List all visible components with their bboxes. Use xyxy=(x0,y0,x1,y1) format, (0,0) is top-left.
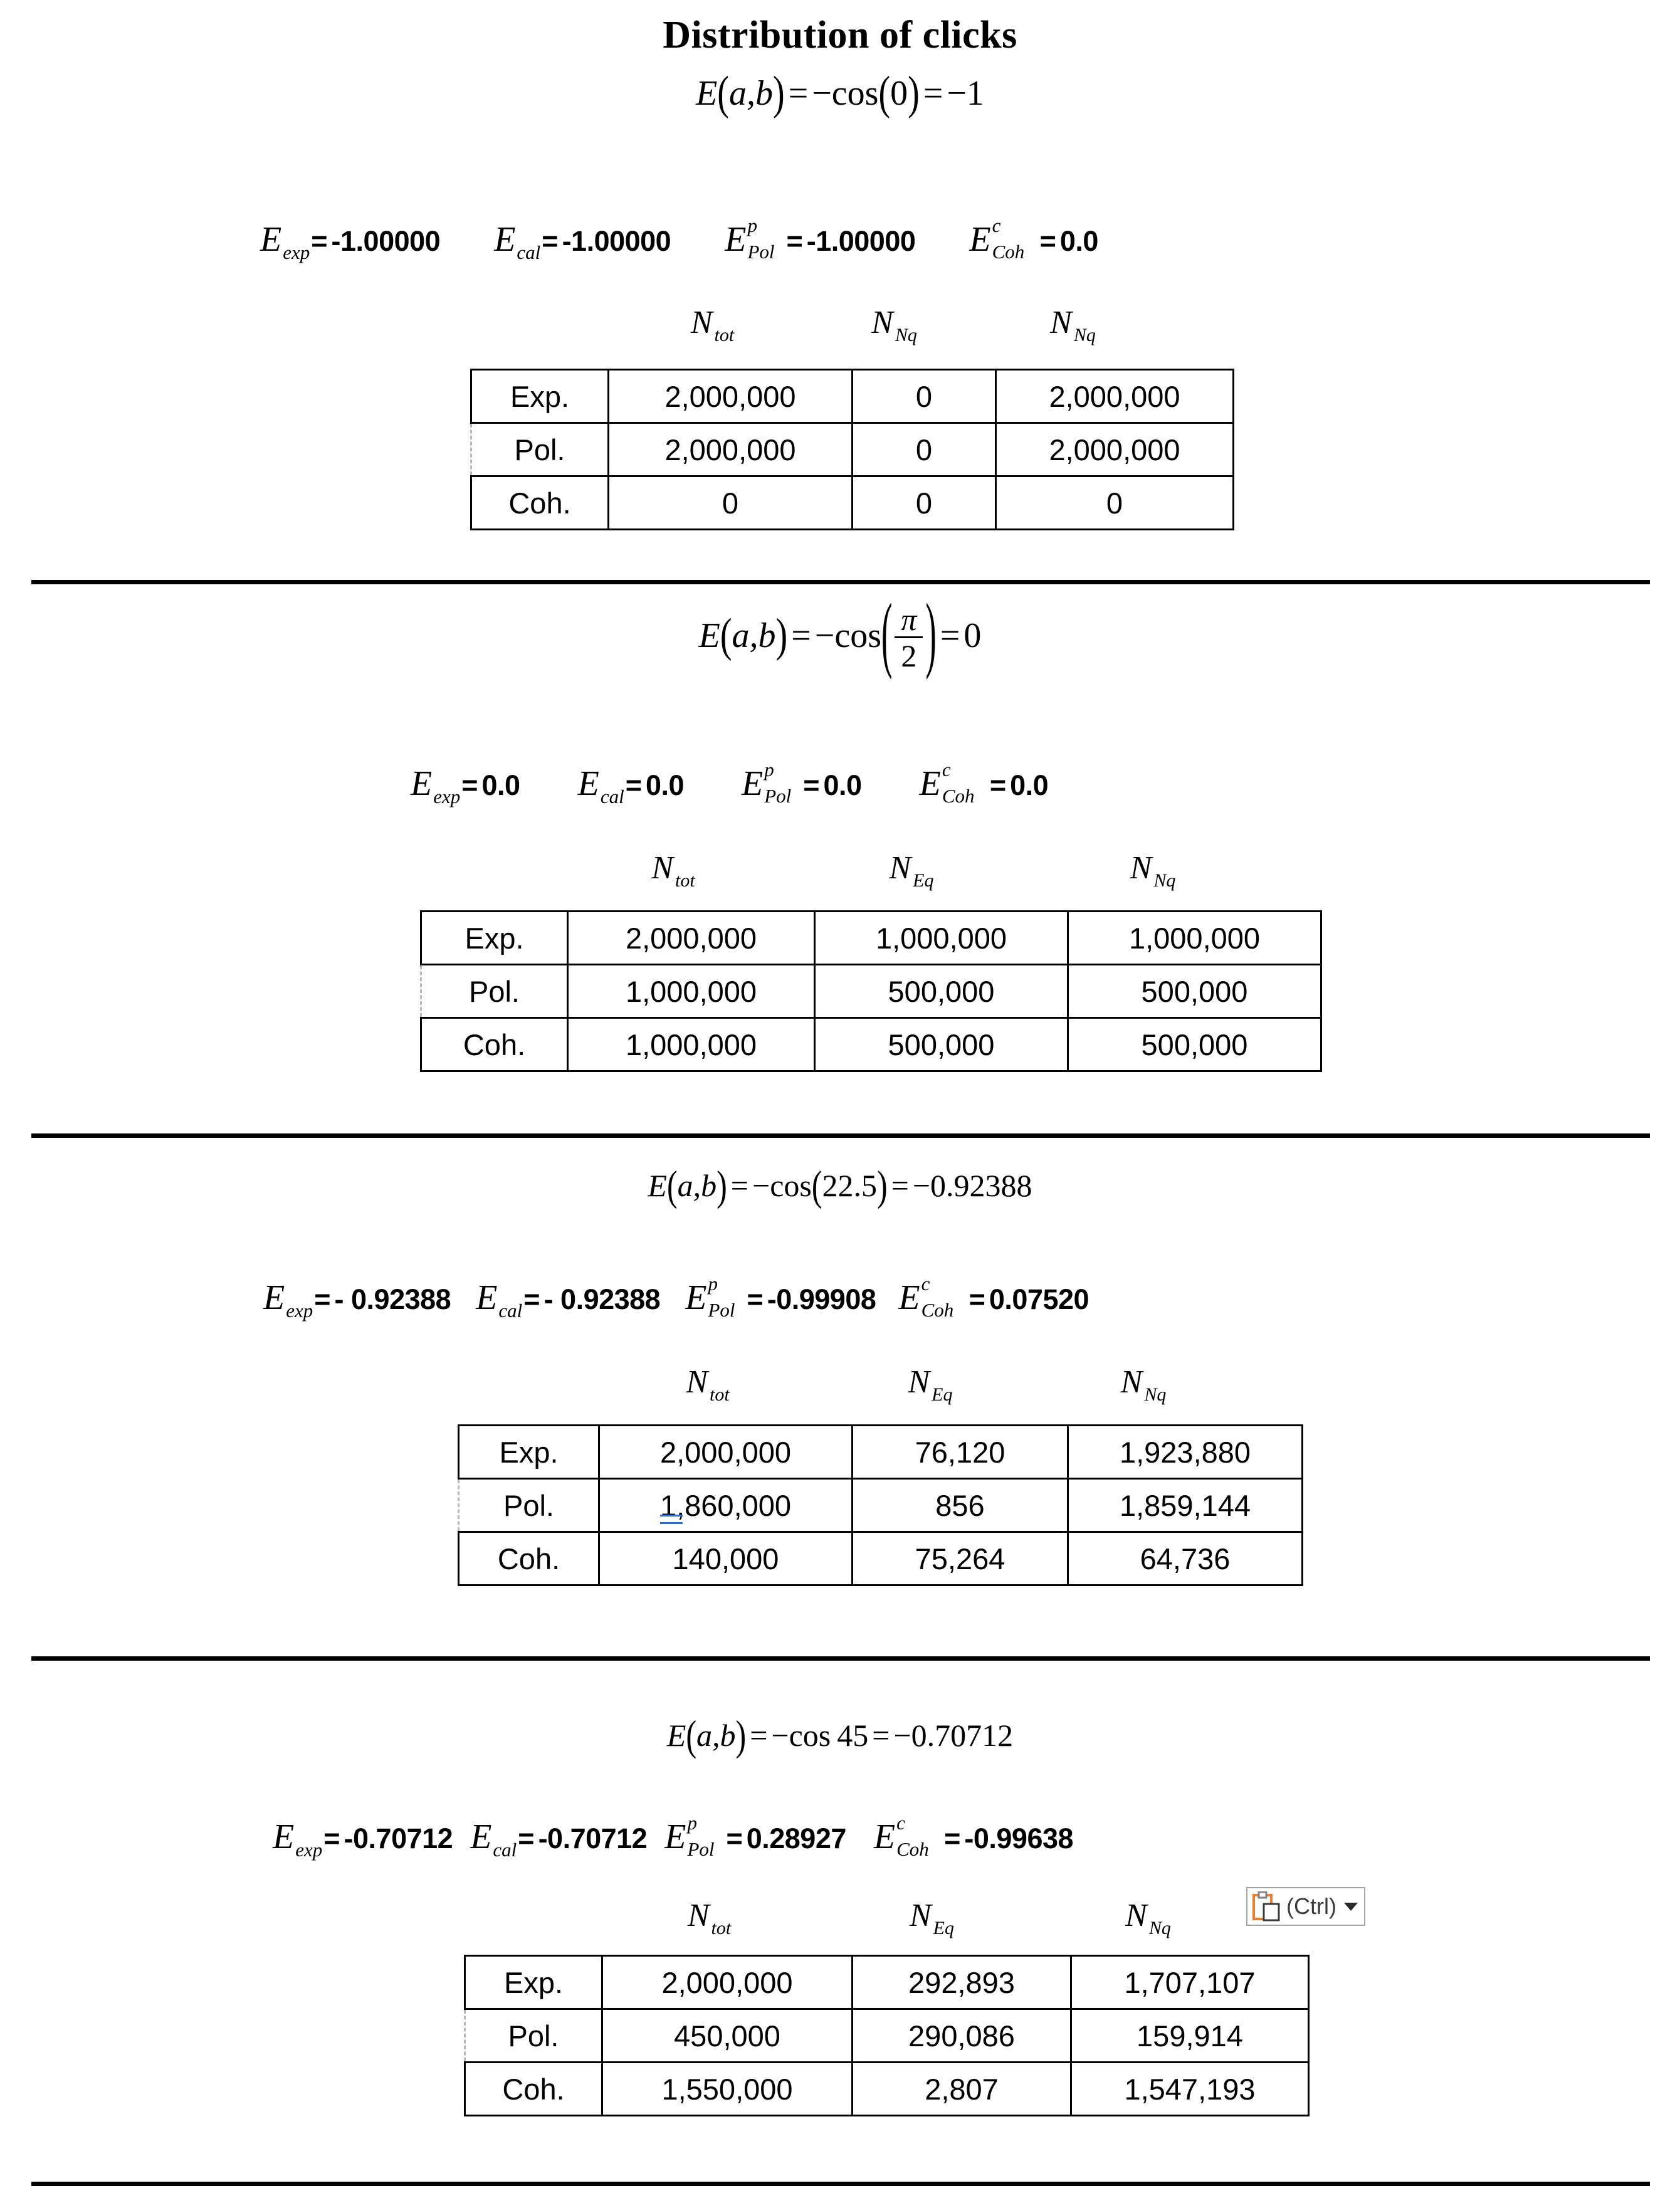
cell-tot: 1,550,000 xyxy=(602,2063,853,2116)
cell-tot: 450,000 xyxy=(602,2009,853,2063)
eval-superscript: p xyxy=(747,214,757,236)
eval-superscript: p xyxy=(764,759,774,781)
formula-eq1: = xyxy=(730,1168,748,1203)
formula-E: E xyxy=(698,616,720,655)
eval-equals: = xyxy=(989,769,1007,801)
header-n-nq-1: N $_{Nq}$ xyxy=(871,305,917,345)
header-n-eq: N $_{Eq}$ xyxy=(908,1364,953,1405)
eval-equals: = xyxy=(944,1822,961,1854)
clicks-table-0 xyxy=(470,369,1234,530)
eval-superscript: p xyxy=(687,1812,697,1834)
eval-equals: = xyxy=(542,225,559,257)
cell-nq: 2,000,000 xyxy=(996,370,1234,423)
clipboard-paste-icon xyxy=(1252,1891,1281,1921)
eval-equals: = xyxy=(1039,225,1056,257)
row-label: Exp. xyxy=(459,1426,599,1479)
grammar-flagged-value xyxy=(659,1488,792,1522)
eval-equals: = xyxy=(786,225,803,257)
cell-tot: 140,000 xyxy=(599,1532,853,1585)
row-label: Coh. xyxy=(471,476,609,530)
formula-arg: 45 xyxy=(837,1718,869,1753)
eval-value: 0.0 xyxy=(481,769,520,801)
section-2-formula: E(a,b) = −cos(22.5) = −0.92388 xyxy=(648,1162,1032,1209)
formula-arg: 0 xyxy=(890,74,908,113)
table-row xyxy=(465,2063,1309,2116)
section-1-formula: E(a,b) = −cos( $\frac{\pi}{2}$ ) = 0 xyxy=(698,587,982,681)
eval-subscript: Coh xyxy=(942,785,975,807)
cell-nq: 0 xyxy=(996,476,1234,530)
cell-tot: 2,000,000 xyxy=(609,423,853,476)
table-row xyxy=(459,1479,1303,1532)
section-separator-0 xyxy=(31,580,1650,584)
cell-tot: 2,000,000 xyxy=(602,1956,853,2009)
formula-args: a,b xyxy=(677,1168,717,1203)
section-3-table-headers xyxy=(464,1897,1260,1938)
eval-subscript: exp xyxy=(433,786,461,807)
section-3-eval-row xyxy=(273,1812,1074,1861)
eval-symbol: E xyxy=(494,220,516,259)
row-label: Pol. xyxy=(465,2009,602,2063)
cell-eq: 0 xyxy=(853,370,996,423)
formula-result: −0.70712 xyxy=(893,1718,1014,1753)
header-n-eq: N $_{Eq}$ xyxy=(909,1898,954,1938)
eval-equals: = xyxy=(969,1283,985,1315)
cell-eq: 0 xyxy=(853,423,996,476)
eval-subscript: Coh xyxy=(992,241,1025,263)
cell-tot: 0 xyxy=(609,476,853,530)
formula-E: E xyxy=(666,1718,686,1753)
section-1-eval-row xyxy=(411,759,1049,807)
table-row xyxy=(421,912,1321,965)
formula-cos: cos xyxy=(789,1718,831,1753)
paste-options-label: (Ctrl) xyxy=(1286,1893,1336,1919)
eval-symbol: E xyxy=(969,220,991,259)
header-n-tot: N $_{tot}$ xyxy=(690,305,735,345)
header-n-tot: N $_{tot}$ xyxy=(686,1364,730,1405)
eval-symbol: E xyxy=(664,1817,686,1856)
eval-cal xyxy=(494,219,671,263)
formula-eq2: = xyxy=(891,1168,909,1203)
clicks-table-2 xyxy=(458,1424,1303,1586)
formula-args: a,b xyxy=(732,616,776,655)
eval-symbol: E xyxy=(725,220,747,259)
cell-tot xyxy=(599,1479,853,1532)
header-n-nq: N $_{Nq}$ xyxy=(1125,1898,1171,1938)
eval-subscript: exp xyxy=(286,1300,313,1322)
eval-value: -0.70712 xyxy=(538,1822,648,1854)
cell-nq: 500,000 xyxy=(1068,1018,1321,1071)
cell-tot: 2,000,000 xyxy=(609,370,853,423)
eval-value: 0.0 xyxy=(1059,225,1098,257)
eval-symbol: E xyxy=(260,220,282,259)
formula-arg: 22.5 xyxy=(822,1168,877,1203)
row-label: Coh. xyxy=(421,1018,568,1071)
cell-eq: 2,807 xyxy=(853,2063,1071,2116)
eval-subscript: cal xyxy=(498,1300,523,1322)
eval-pol xyxy=(685,1273,876,1321)
eval-value: -0.99908 xyxy=(767,1283,876,1315)
eval-value: -1.00000 xyxy=(806,225,916,257)
cell-eq: 75,264 xyxy=(853,1532,1068,1585)
eval-value: -0.99638 xyxy=(964,1822,1074,1854)
section-0-formula: E(a,b) = −cos(0) = −1 xyxy=(696,67,984,120)
eval-subscript: Pol xyxy=(708,1299,735,1321)
formula-neg: − xyxy=(814,616,835,655)
clicks-table-1 xyxy=(420,910,1322,1072)
eval-superscript: c xyxy=(942,759,951,781)
cell-eq: 0 xyxy=(853,476,996,530)
eval-superscript: c xyxy=(921,1273,930,1295)
table-row xyxy=(459,1426,1303,1479)
eval-symbol: E xyxy=(476,1278,498,1317)
cell-nq: 1,000,000 xyxy=(1068,912,1321,965)
table-row xyxy=(465,2009,1309,2063)
cell-eq: 1,000,000 xyxy=(815,912,1068,965)
header-n-tot: N $_{tot}$ xyxy=(687,1898,732,1938)
section-1-table-headers xyxy=(420,849,1285,891)
eval-equals: = xyxy=(625,769,642,801)
row-label: Coh. xyxy=(459,1532,599,1585)
formula-eq2: = xyxy=(940,616,960,655)
cell-nq: 1,923,880 xyxy=(1068,1426,1303,1479)
eval-symbol: E xyxy=(411,764,433,803)
header-n-nq-2: N $_{Nq}$ xyxy=(1050,305,1096,345)
eval-equals: = xyxy=(323,1822,340,1854)
eval-value: 0.0 xyxy=(823,769,862,801)
eval-subscript: Pol xyxy=(764,785,792,807)
table-row xyxy=(471,476,1234,530)
eval-symbol: E xyxy=(919,764,941,803)
eval-symbol: E xyxy=(273,1817,295,1856)
eval-exp xyxy=(263,1278,451,1322)
eval-superscript: c xyxy=(992,214,1001,236)
cell-nq: 64,736 xyxy=(1068,1532,1303,1585)
eval-coh xyxy=(919,759,1049,807)
row-label: Pol. xyxy=(471,423,609,476)
formula-eq1: = xyxy=(788,74,809,113)
eval-coh xyxy=(898,1273,1089,1321)
formula-eq2: = xyxy=(872,1718,890,1753)
section-0-table-headers xyxy=(470,304,1229,345)
eval-equals: = xyxy=(314,1283,331,1315)
eval-symbol: E xyxy=(742,764,764,803)
header-n-tot: N $_{tot}$ xyxy=(651,850,695,891)
section-3-formula: E(a,b) = −cos 45 = −0.70712 xyxy=(666,1711,1014,1759)
formula-E: E xyxy=(696,74,718,113)
formula-cos: cos xyxy=(834,616,882,655)
eval-symbol: E xyxy=(685,1278,707,1317)
eval-cal xyxy=(470,1817,648,1861)
formula-result: −1 xyxy=(947,74,984,113)
eval-superscript: p xyxy=(708,1273,718,1295)
eval-symbol: E xyxy=(873,1817,896,1856)
eval-value: - 0.92388 xyxy=(543,1283,661,1315)
cell-eq: 292,893 xyxy=(853,1956,1071,2009)
eval-value: 0.07520 xyxy=(989,1283,1089,1315)
eval-equals: = xyxy=(518,1822,535,1854)
formula-result: 0 xyxy=(963,616,982,655)
formula-cos: cos xyxy=(831,74,879,113)
eval-symbol: E xyxy=(898,1278,920,1317)
chevron-down-icon[interactable] xyxy=(1344,1903,1358,1911)
eval-coh xyxy=(969,214,1098,263)
eval-subscript: Pol xyxy=(687,1838,715,1860)
eval-exp xyxy=(411,764,520,807)
eval-equals: = xyxy=(803,769,820,801)
section-separator-2 xyxy=(31,1656,1650,1661)
cell-eq: 856 xyxy=(853,1479,1068,1532)
section-2-table-headers xyxy=(458,1364,1273,1405)
table-row xyxy=(421,965,1321,1018)
section-2-eval-row xyxy=(263,1273,1089,1322)
eval-value: 0.0 xyxy=(645,769,685,801)
eval-equals: = xyxy=(523,1283,540,1315)
eval-value: - 0.92388 xyxy=(334,1283,451,1315)
eval-coh xyxy=(873,1812,1074,1860)
eval-equals: = xyxy=(311,225,328,257)
formula-cos: cos xyxy=(770,1168,812,1203)
formula-E: E xyxy=(648,1168,667,1203)
header-n-nq: N $_{Nq}$ xyxy=(1130,850,1176,891)
eval-value: -1.00000 xyxy=(331,225,441,257)
eval-value: -0.70712 xyxy=(344,1822,453,1854)
cell-value: 1,860,000 xyxy=(659,1488,792,1522)
fraction-denominator: 2 xyxy=(895,636,923,671)
formula-neg: − xyxy=(752,1168,770,1203)
formula-neg: − xyxy=(771,1718,789,1753)
formula-fraction xyxy=(895,604,923,671)
eval-cal xyxy=(577,764,685,807)
eval-equals: = xyxy=(726,1822,743,1854)
cell-tot: 1,000,000 xyxy=(568,1018,815,1071)
paste-options-button[interactable] xyxy=(1246,1887,1365,1926)
cell-nq: 500,000 xyxy=(1068,965,1321,1018)
eval-cal xyxy=(476,1278,661,1322)
eval-subscript: cal xyxy=(517,241,541,263)
formula-eq2: = xyxy=(923,74,943,113)
row-label: Exp. xyxy=(465,1956,602,2009)
eval-equals: = xyxy=(747,1283,764,1315)
eval-subscript: cal xyxy=(600,786,624,807)
eval-subscript: cal xyxy=(493,1839,517,1861)
cell-tot: 2,000,000 xyxy=(599,1426,853,1479)
row-label: Exp. xyxy=(421,912,568,965)
page-title: Distribution of clicks xyxy=(663,14,1017,56)
formula-eq1: = xyxy=(791,616,811,655)
formula-eq1: = xyxy=(750,1718,768,1753)
formula-args: a,b xyxy=(696,1718,736,1753)
row-label: Pol. xyxy=(459,1479,599,1532)
cell-tot: 1,000,000 xyxy=(568,965,815,1018)
row-label: Exp. xyxy=(471,370,609,423)
cell-eq: 76,120 xyxy=(853,1426,1068,1479)
eval-subscript: Pol xyxy=(747,241,775,263)
section-separator-1 xyxy=(31,1133,1650,1138)
eval-value: 0.28927 xyxy=(746,1822,846,1854)
eval-subscript: Coh xyxy=(896,1838,929,1860)
eval-value: -1.00000 xyxy=(562,225,671,257)
cell-eq: 500,000 xyxy=(815,1018,1068,1071)
table-row xyxy=(459,1532,1303,1585)
cell-tot: 2,000,000 xyxy=(568,912,815,965)
cell-nq: 1,859,144 xyxy=(1068,1479,1303,1532)
eval-symbol: E xyxy=(470,1817,492,1856)
cell-nq: 1,707,107 xyxy=(1071,1956,1309,2009)
cell-eq: 290,086 xyxy=(853,2009,1071,2063)
eval-exp xyxy=(273,1817,453,1861)
eval-exp xyxy=(260,219,441,263)
row-label: Coh. xyxy=(465,2063,602,2116)
eval-superscript: c xyxy=(896,1812,905,1834)
eval-pol xyxy=(742,759,862,807)
cell-nq: 1,547,193 xyxy=(1071,2063,1309,2116)
clicks-table-3 xyxy=(464,1955,1310,2116)
eval-symbol: E xyxy=(577,764,599,803)
eval-subscript: exp xyxy=(283,241,310,263)
eval-subscript: Coh xyxy=(921,1299,954,1321)
header-n-nq: N $_{Nq}$ xyxy=(1120,1364,1167,1405)
table-row xyxy=(471,423,1234,476)
header-n-eq: N $_{Eq}$ xyxy=(889,850,934,891)
table-row xyxy=(471,370,1234,423)
section-separator-3 xyxy=(31,2182,1650,2186)
formula-args: a,b xyxy=(728,74,773,113)
table-row xyxy=(421,1018,1321,1071)
eval-value: 0.0 xyxy=(1010,769,1049,801)
row-label: Pol. xyxy=(421,965,568,1018)
section-0-eval-row xyxy=(260,214,1098,263)
eval-subscript: exp xyxy=(295,1839,323,1861)
eval-pol xyxy=(725,214,916,263)
cell-eq: 500,000 xyxy=(815,965,1068,1018)
table-row xyxy=(465,1956,1309,2009)
formula-result: −0.92388 xyxy=(912,1168,1032,1203)
eval-symbol: E xyxy=(263,1278,285,1317)
eval-equals: = xyxy=(461,769,478,801)
formula-neg: − xyxy=(812,74,832,113)
eval-pol xyxy=(664,1812,846,1860)
cell-nq: 159,914 xyxy=(1071,2009,1309,2063)
cell-nq: 2,000,000 xyxy=(996,423,1234,476)
fraction-numerator: π xyxy=(901,602,917,637)
